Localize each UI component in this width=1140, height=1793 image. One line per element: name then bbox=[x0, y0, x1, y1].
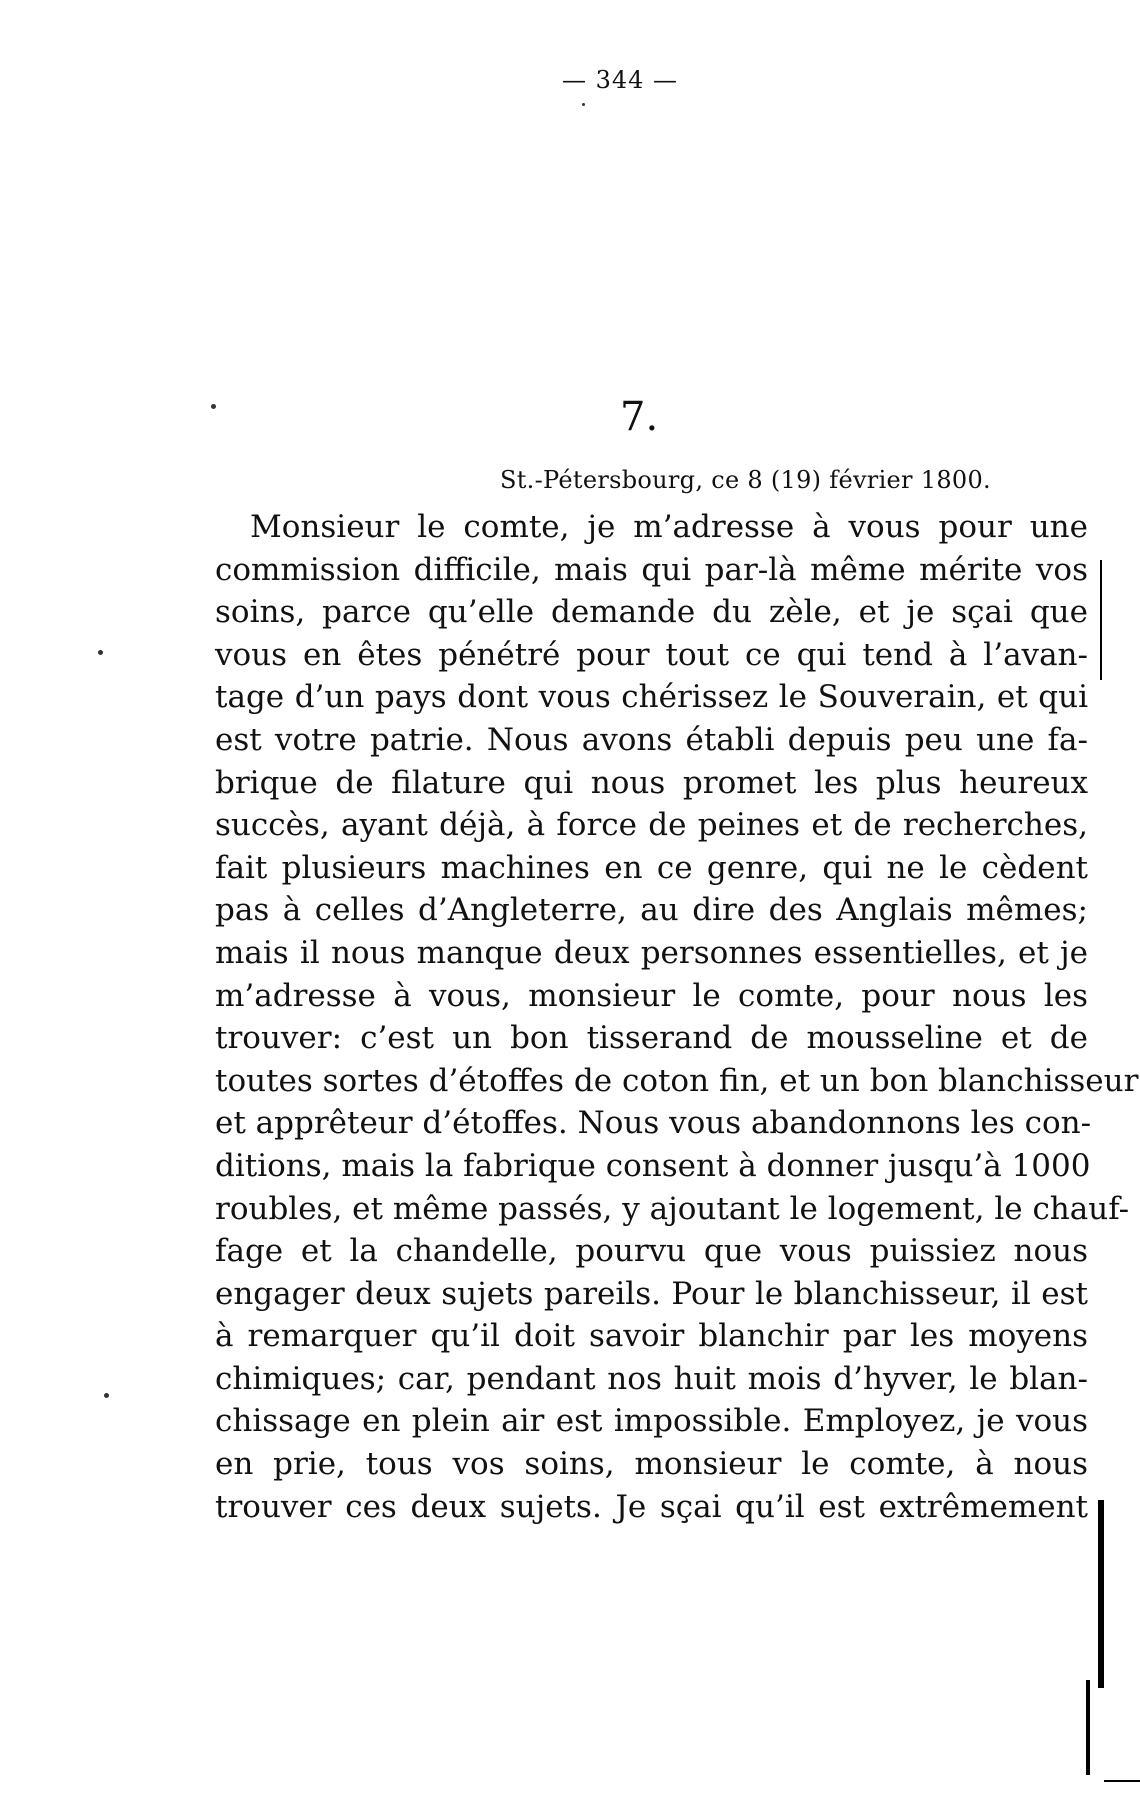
binding-shadow bbox=[1086, 1680, 1090, 1775]
text-line: toutes sortes d’étoffes de coton fin, et un bon blanchisseur bbox=[215, 1062, 1139, 1099]
text-line: trouver ces deux sujets. Je sçai qu’il est extrêmement bbox=[215, 1488, 1088, 1525]
letter-body bbox=[215, 506, 1139, 1528]
text-line: fait plusieurs machines en ce genre, qui ne le cèdent bbox=[215, 849, 1088, 886]
text-line: chimiques; car, pendant nos huit mois d’hyver, le blan- bbox=[215, 1360, 1088, 1397]
letter-number: 7. bbox=[620, 394, 659, 440]
text-line: est votre patrie. Nous avons établi depuis peu une fa- bbox=[215, 721, 1088, 758]
text-line: soins, parce qu’elle demande du zèle, et je sçai que bbox=[215, 594, 1088, 631]
binding-shadow bbox=[1098, 1500, 1104, 1688]
text-line: fage et la chandelle, pourvu que vous puissiez nous bbox=[215, 1233, 1088, 1270]
scan-speck bbox=[211, 404, 216, 409]
text-line: Monsieur le comte, je m’adresse à vous pour une bbox=[250, 509, 1088, 545]
text-line: engager deux sujets pareils. Pour le blanchisseur, il est bbox=[215, 1275, 1088, 1312]
running-header bbox=[0, 66, 1140, 94]
text-line: roubles, et même passés, y ajoutant le logement, le chauf- bbox=[215, 1190, 1130, 1227]
text-line: mais il nous manque deux personnes essentielles, et je bbox=[215, 934, 1088, 971]
text-line: à remarquer qu’il doit savoir blanchir par les moyens bbox=[215, 1318, 1088, 1355]
text-line: en prie, tous vos soins, monsieur le comte, à nous bbox=[215, 1446, 1088, 1483]
scan-speck bbox=[98, 650, 103, 655]
edge-tick bbox=[1104, 1780, 1140, 1782]
text-line: m’adresse à vous, monsieur le comte, pour nous les bbox=[215, 977, 1088, 1014]
text-line: chissage en plein air est impossible. Employez, je vous bbox=[215, 1403, 1088, 1440]
text-line: brique de filature qui nous promet les plus heureux bbox=[215, 764, 1088, 801]
text-line: ditions, mais la fabrique consent à donner jusqu’à 1000 bbox=[215, 1147, 1091, 1184]
text-line: et apprêteur d’étoffes. Nous vous abandonnons les con- bbox=[215, 1105, 1092, 1142]
dateline: St.-Pétersbourg, ce 8 (19) février 1800. bbox=[500, 466, 991, 494]
text-line: tage d’un pays dont vous chérissez le Souverain, et qui bbox=[215, 679, 1088, 716]
text-line: succès, ayant déjà, à force de peines et de recherches, bbox=[215, 807, 1088, 844]
text-line: vous en êtes pénétré pour tout ce qui tend à l’avan- bbox=[215, 636, 1088, 673]
scan-speck bbox=[104, 1393, 109, 1398]
page-number: — 344 — bbox=[561, 66, 679, 94]
binding-shadow bbox=[1100, 560, 1102, 680]
text-line: pas à celles d’Angleterre, au dire des Anglais mêmes; bbox=[215, 892, 1088, 929]
scan-speck bbox=[582, 103, 585, 106]
text-line: commission difficile, mais qui par-là même mérite vos bbox=[215, 551, 1088, 588]
text-line: trouver: c’est un bon tisserand de mousseline et de bbox=[215, 1020, 1088, 1057]
